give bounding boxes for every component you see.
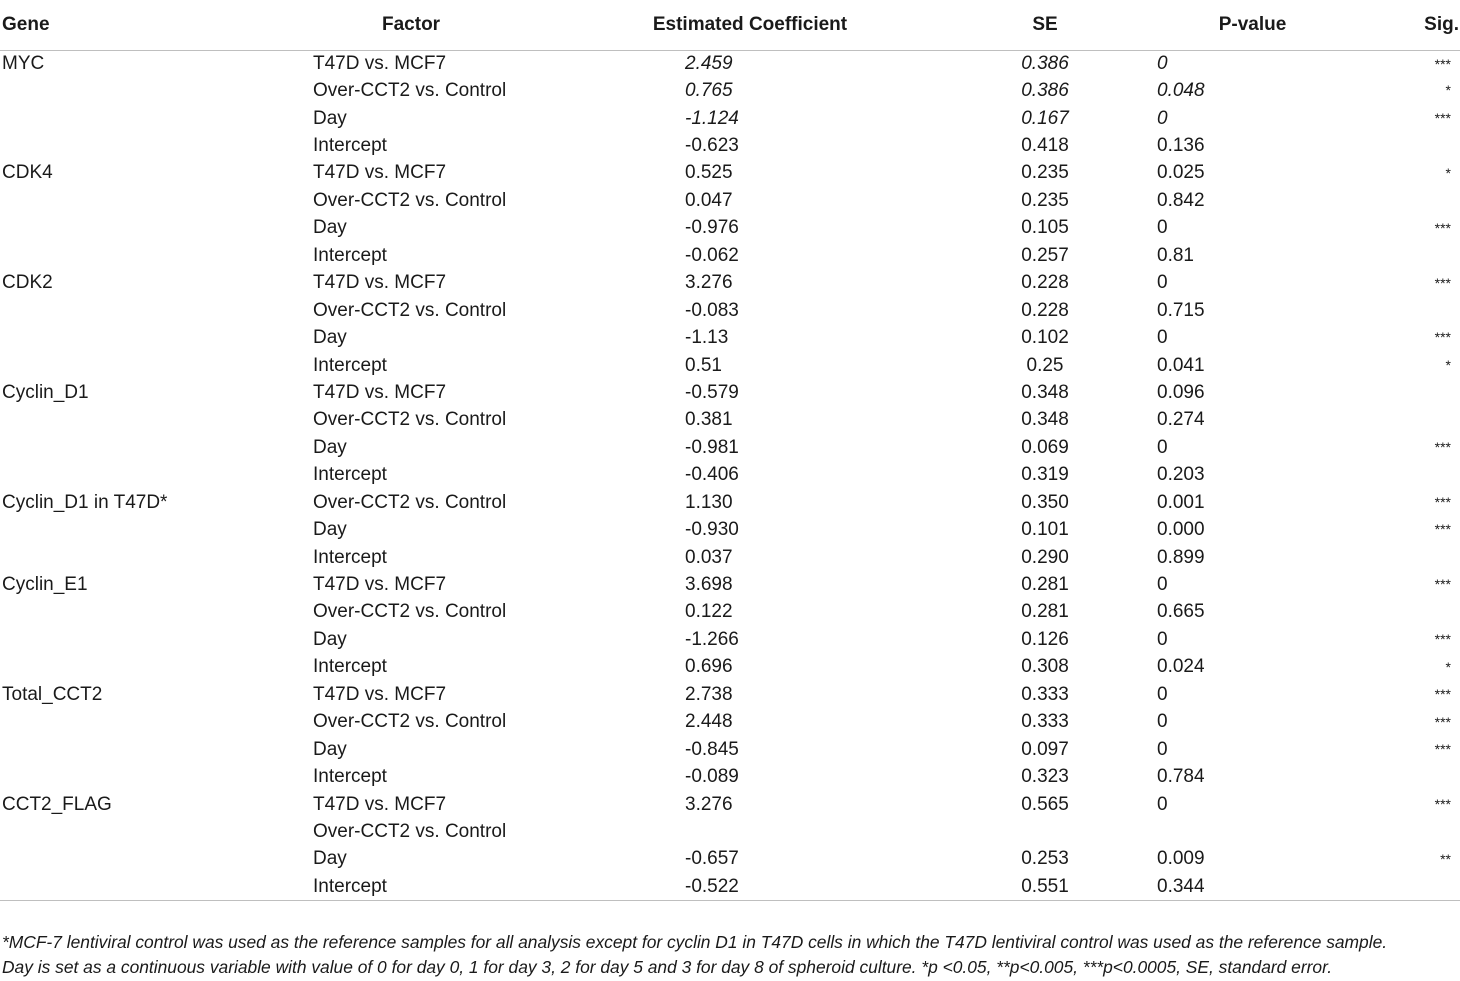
- cell-factor: Over-CCT2 vs. Control: [313, 299, 507, 321]
- cell-gene: MYC: [2, 52, 45, 74]
- cell-factor: Intercept: [313, 244, 387, 266]
- table-row: [0, 297, 1460, 324]
- cell-se: 0.228: [1021, 272, 1069, 294]
- cell-se: 0.323: [1021, 766, 1069, 788]
- table-row: [0, 242, 1460, 269]
- cell-se: 0.235: [1021, 162, 1069, 184]
- cell-gene: [0, 709, 300, 736]
- cell-p-value: 0: [1157, 217, 1168, 239]
- cell-p-value: 0.096: [1157, 381, 1205, 403]
- cell-se: 0.253: [1021, 848, 1069, 870]
- cell-se: 0.386: [1021, 80, 1069, 102]
- table-row: [0, 379, 1460, 406]
- cell-p-value: 0.344: [1115, 873, 1390, 900]
- cell-sig: ***: [1434, 439, 1451, 456]
- cell-gene: Cyclin_E1: [2, 574, 88, 596]
- cell-gene: [0, 736, 300, 763]
- cell-coefficient: -0.062: [685, 244, 739, 266]
- cell-gene: [0, 654, 300, 681]
- cell-se: 0.418: [1021, 135, 1069, 157]
- cell-sig: ***: [1434, 576, 1451, 593]
- table-row: [0, 160, 1460, 187]
- cell-coefficient: -0.657: [685, 848, 739, 870]
- cell-sig: ***: [1434, 329, 1451, 346]
- cell-p-value: 0: [1157, 683, 1168, 705]
- cell-se: 0.105: [1021, 217, 1069, 239]
- cell-p-value: 0: [1157, 107, 1168, 129]
- cell-sig: ***: [1434, 686, 1451, 703]
- cell-p-value: 0: [1157, 272, 1168, 294]
- cell-factor: T47D vs. MCF7: [313, 574, 447, 596]
- cell-p-value: 0: [1157, 628, 1168, 650]
- cell-p-value: 0.009: [1157, 848, 1205, 870]
- cell-factor: Over-CCT2 vs. Control: [313, 80, 507, 102]
- cell-sig: [1390, 379, 1460, 406]
- cell-sig: [1390, 599, 1460, 626]
- table-row: [0, 516, 1460, 543]
- cell-coefficient: 2.459: [685, 52, 733, 74]
- cell-gene: Cyclin_D1: [2, 381, 89, 403]
- cell-se: 0.097: [1021, 738, 1069, 760]
- cell-coefficient: -0.579: [685, 381, 739, 403]
- cell-coefficient: 2.448: [685, 711, 733, 733]
- cell-sig: *: [1445, 164, 1451, 181]
- cell-sig: ***: [1434, 219, 1451, 236]
- cell-coefficient: 0.51: [685, 354, 722, 376]
- cell-factor: Intercept: [313, 546, 387, 568]
- cell-coefficient: -0.976: [685, 217, 739, 239]
- cell-gene: CDK4: [2, 162, 53, 184]
- cell-coefficient: 0.047: [685, 189, 733, 211]
- table-row: [0, 791, 1460, 818]
- cell-sig: ***: [1434, 109, 1451, 126]
- table-row: [0, 599, 1460, 626]
- cell-coefficient: 3.698: [685, 574, 733, 596]
- table-row: [0, 709, 1460, 736]
- cell-coefficient: 0.122: [685, 601, 733, 623]
- table-row: [0, 434, 1460, 461]
- table-row: [0, 489, 1460, 516]
- cell-p-value: 0.041: [1157, 354, 1205, 376]
- header-se: SE: [975, 0, 1115, 50]
- cell-se: 0.333: [1021, 711, 1069, 733]
- cell-p-value: 0.899: [1157, 546, 1205, 568]
- footnote-line-1: *MCF-7 lentiviral control was used as the reference samples for all analysis except for cyclin D1 in T47D cells in which the T47D lentiviral control was used as the reference sample.: [2, 932, 1388, 952]
- cell-p-value: 0.274: [1157, 409, 1205, 431]
- cell-sig: ***: [1434, 713, 1451, 730]
- cell-factor: Day: [313, 327, 347, 349]
- cell-p-value: 0: [1157, 793, 1168, 815]
- cell-gene: [0, 297, 300, 324]
- cell-factor: Over-CCT2 vs. Control: [313, 711, 507, 733]
- cell-se: 0.126: [1021, 628, 1069, 650]
- cell-sig: ***: [1434, 631, 1451, 648]
- header-coefficient: Estimated Coefficient: [525, 0, 975, 50]
- cell-coefficient: -0.522: [525, 873, 975, 900]
- cell-gene: [0, 516, 300, 543]
- cell-se: 0.228: [1021, 299, 1069, 321]
- table-row: [0, 654, 1460, 681]
- cell-coefficient: 1.130: [685, 491, 733, 513]
- table-row: [0, 544, 1460, 571]
- cell-coefficient: 3.276: [685, 272, 733, 294]
- cell-p-value: 0.81: [1157, 244, 1194, 266]
- cell-sig: *: [1445, 82, 1451, 99]
- table-body: [0, 50, 1460, 901]
- cell-factor: Intercept: [300, 873, 525, 900]
- cell-se: 0.333: [1021, 683, 1069, 705]
- cell-gene: [0, 434, 300, 461]
- cell-sig: [1390, 187, 1460, 214]
- table-row: [0, 818, 1460, 845]
- table-row: [0, 846, 1460, 873]
- table-row: [0, 763, 1460, 790]
- footnote-line-2: Day is set as a continuous variable with value of 0 for day 0, 1 for day 3, 2 for day 5 and 3 for day 8 of spheroid culture. *p <0.05, **p<0.005, ***p<0.0005, SE, standard error.: [2, 957, 1333, 977]
- cell-factor: T47D vs. MCF7: [313, 272, 447, 294]
- cell-p-value: 0: [1157, 436, 1168, 458]
- cell-factor: Over-CCT2 vs. Control: [313, 409, 507, 431]
- cell-gene: CDK2: [2, 272, 53, 294]
- cell-gene: [0, 242, 300, 269]
- cell-sig: [1390, 763, 1460, 790]
- cell-factor: Over-CCT2 vs. Control: [313, 820, 507, 842]
- cell-coefficient: 2.738: [685, 683, 733, 705]
- cell-sig: **: [1440, 850, 1451, 867]
- cell-coefficient: [525, 818, 975, 845]
- cell-sig: *: [1445, 356, 1451, 373]
- header-p-value: P-value: [1115, 0, 1390, 50]
- cell-factor: Day: [313, 107, 347, 129]
- cell-se: 0.281: [1021, 601, 1069, 623]
- cell-coefficient: -1.266: [685, 628, 739, 650]
- cell-se: 0.235: [1021, 189, 1069, 211]
- cell-p-value: 0.025: [1157, 162, 1205, 184]
- table-row: [0, 352, 1460, 379]
- cell-sig: ***: [1434, 55, 1451, 72]
- cell-coefficient: -0.981: [685, 436, 739, 458]
- cell-factor: Day: [313, 848, 347, 870]
- cell-factor: Intercept: [313, 464, 387, 486]
- cell-factor: Day: [313, 436, 347, 458]
- cell-factor: Day: [313, 519, 347, 541]
- cell-p-value: 0.048: [1157, 80, 1205, 102]
- cell-sig: [1390, 407, 1460, 434]
- cell-factor: Over-CCT2 vs. Control: [313, 189, 507, 211]
- cell-gene: [0, 462, 300, 489]
- cell-factor: Day: [313, 628, 347, 650]
- header-sig: Sig.: [1390, 0, 1460, 50]
- cell-sig: ***: [1434, 494, 1451, 510]
- cell-gene: [0, 105, 300, 132]
- cell-coefficient: 0.381: [685, 409, 733, 431]
- cell-factor: T47D vs. MCF7: [313, 381, 447, 403]
- cell-sig: *: [1445, 658, 1451, 675]
- cell-gene: [0, 818, 300, 845]
- cell-factor: T47D vs. MCF7: [313, 162, 447, 184]
- table-row: [0, 132, 1460, 159]
- table-row: [0, 626, 1460, 653]
- cell-se: 0.308: [1021, 656, 1069, 678]
- cell-p-value: 0.001: [1157, 491, 1205, 513]
- cell-se: 0.25: [1026, 354, 1064, 376]
- cell-p-value: 0.842: [1157, 189, 1205, 211]
- cell-factor: Over-CCT2 vs. Control: [313, 601, 507, 623]
- table-row: [0, 105, 1460, 132]
- cell-gene: [0, 77, 300, 104]
- cell-se: 0.102: [1021, 327, 1069, 349]
- cell-factor: Intercept: [313, 135, 387, 157]
- cell-gene: [0, 407, 300, 434]
- cell-sig: [1390, 873, 1460, 900]
- cell-p-value: 0.203: [1157, 464, 1205, 486]
- cell-p-value: 0.784: [1157, 766, 1205, 788]
- cell-p-value: 0.000: [1157, 519, 1205, 541]
- cell-factor: Intercept: [313, 354, 387, 376]
- cell-sig: [1390, 462, 1460, 489]
- cell-coefficient: 0.765: [685, 80, 733, 102]
- table-row: [0, 571, 1460, 598]
- table-row: [0, 736, 1460, 763]
- cell-factor: T47D vs. MCF7: [313, 52, 447, 74]
- cell-factor: T47D vs. MCF7: [313, 683, 447, 705]
- cell-sig: ***: [1434, 795, 1451, 812]
- cell-se: 0.565: [1021, 793, 1069, 815]
- cell-coefficient: 3.276: [685, 793, 733, 815]
- cell-gene: [0, 187, 300, 214]
- table-row: [0, 187, 1460, 214]
- cell-coefficient: -0.083: [685, 299, 739, 321]
- cell-coefficient: 0.696: [685, 656, 733, 678]
- cell-gene: CCT2_FLAG: [2, 793, 112, 815]
- cell-se: 0.348: [1021, 409, 1069, 431]
- cell-gene: [0, 132, 300, 159]
- cell-gene: Total_CCT2: [2, 683, 103, 705]
- cell-coefficient: -0.623: [685, 135, 739, 157]
- cell-sig: [1390, 242, 1460, 269]
- cell-gene: [0, 352, 300, 379]
- cell-p-value: [1115, 818, 1390, 845]
- cell-gene: [0, 544, 300, 571]
- header-factor: Factor: [300, 0, 525, 50]
- cell-se: 0.069: [1021, 436, 1069, 458]
- cell-factor: T47D vs. MCF7: [313, 793, 447, 815]
- cell-se: 0.350: [1021, 491, 1069, 513]
- cell-p-value: 0: [1157, 52, 1168, 74]
- cell-gene: [0, 873, 300, 900]
- cell-coefficient: 0.525: [685, 162, 733, 184]
- cell-sig: [1390, 132, 1460, 159]
- table-row: [0, 270, 1460, 297]
- cell-coefficient: -1.13: [685, 327, 729, 349]
- cell-p-value: 0: [1157, 574, 1168, 596]
- cell-coefficient: -1.124: [685, 107, 739, 129]
- cell-gene: [0, 763, 300, 790]
- cell-se: 0.167: [1021, 107, 1069, 129]
- cell-se: 0.348: [1021, 381, 1069, 403]
- cell-p-value: 0.136: [1157, 135, 1205, 157]
- cell-sig: ***: [1434, 274, 1451, 291]
- cell-p-value: 0: [1157, 738, 1168, 760]
- cell-gene: [0, 215, 300, 242]
- header-row: [0, 0, 1460, 50]
- cell-coefficient: -0.406: [685, 464, 739, 486]
- cell-p-value: 0: [1157, 711, 1168, 733]
- cell-gene: [0, 846, 300, 873]
- cell-se: 0.281: [1021, 574, 1069, 596]
- cell-p-value: 0: [1157, 327, 1168, 349]
- cell-se: 0.290: [1021, 546, 1069, 568]
- cell-sig: ***: [1434, 521, 1451, 538]
- cell-se: 0.319: [1021, 464, 1069, 486]
- table-header: [0, 0, 1460, 50]
- table-row: [0, 681, 1460, 708]
- table-row: [0, 77, 1460, 104]
- cell-factor: Intercept: [313, 656, 387, 678]
- cell-sig: ***: [1434, 740, 1451, 757]
- table-row: [0, 215, 1460, 242]
- table-row: [0, 407, 1460, 434]
- cell-se: 0.257: [1021, 244, 1069, 266]
- table-row: [0, 324, 1460, 351]
- cell-sig: [1390, 818, 1460, 845]
- cell-factor: Day: [313, 738, 347, 760]
- table-footnote: [2, 930, 1458, 980]
- cell-p-value: 0.665: [1157, 601, 1205, 623]
- cell-se: 0.551: [975, 873, 1115, 900]
- cell-factor: Over-CCT2 vs. Control: [313, 491, 507, 513]
- cell-se: 0.386: [1021, 52, 1069, 74]
- cell-gene: [0, 324, 300, 351]
- cell-coefficient: -0.930: [685, 519, 739, 541]
- cell-sig: [1390, 544, 1460, 571]
- cell-p-value: 0.715: [1157, 299, 1205, 321]
- cell-se: 0.101: [1021, 519, 1069, 541]
- cell-coefficient: -0.845: [685, 738, 739, 760]
- table-row: [0, 50, 1460, 77]
- cell-factor: Day: [313, 217, 347, 239]
- cell-gene: Cyclin_D1 in T47D*: [2, 491, 168, 513]
- table-row: [0, 462, 1460, 489]
- header-gene: Gene: [0, 0, 300, 50]
- cell-coefficient: -0.089: [685, 766, 739, 788]
- cell-coefficient: 0.037: [685, 546, 733, 568]
- cell-se: [975, 818, 1115, 845]
- cell-p-value: 0.024: [1157, 656, 1205, 678]
- cell-sig: [1390, 297, 1460, 324]
- cell-gene: [0, 599, 300, 626]
- table-row: [0, 873, 1460, 900]
- cell-gene: [0, 626, 300, 653]
- cell-factor: Intercept: [313, 766, 387, 788]
